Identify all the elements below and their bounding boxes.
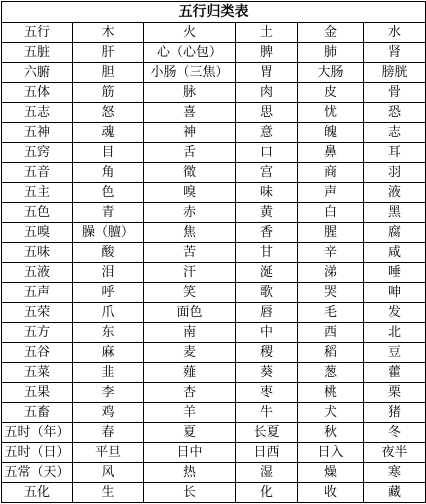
table-cell: 赤 — [144, 203, 236, 223]
table-cell: 长夏 — [236, 423, 298, 443]
row-header-cell: 五化 — [2, 483, 73, 503]
table-cell: 膀胱 — [364, 63, 426, 83]
table-cell: 收 — [298, 483, 364, 503]
table-cell: 热 — [144, 463, 236, 483]
table-cell: 黑 — [364, 203, 426, 223]
table-cell: 脾 — [236, 43, 298, 63]
table-cell: 毛 — [298, 303, 364, 323]
table-cell: 秋 — [298, 423, 364, 443]
table-cell: 色 — [73, 183, 144, 203]
table-cell: 春 — [73, 423, 144, 443]
row-header-cell: 五时（年） — [2, 423, 73, 443]
table-cell: 魄 — [298, 123, 364, 143]
table-cell: 大肠 — [298, 63, 364, 83]
table-cell: 呻 — [364, 283, 426, 303]
table-cell: 耳 — [364, 143, 426, 163]
table-cell: 夏 — [144, 423, 236, 443]
five-elements-table — [1, 1, 426, 503]
table-cell: 藿 — [364, 363, 426, 383]
table-cell: 唾 — [364, 263, 426, 283]
table-cell: 白 — [298, 203, 364, 223]
table-cell: 志 — [364, 123, 426, 143]
table-cell: 忧 — [298, 103, 364, 123]
table-row — [2, 143, 426, 163]
table-cell: 土 — [236, 23, 298, 43]
table-cell: 酸 — [73, 243, 144, 263]
row-header-cell: 五行 — [2, 23, 73, 43]
table-cell: 寒 — [364, 463, 426, 483]
table-cell: 嗅 — [144, 183, 236, 203]
table-row — [2, 443, 426, 463]
table-cell: 化 — [236, 483, 298, 503]
table-cell: 筋 — [73, 83, 144, 103]
table-cell: 犬 — [298, 403, 364, 423]
table-cell: 笑 — [144, 283, 236, 303]
table-cell: 北 — [364, 323, 426, 343]
row-header-cell: 五主 — [2, 183, 73, 203]
table-cell: 青 — [73, 203, 144, 223]
table-cell: 魂 — [73, 123, 144, 143]
table-cell: 泪 — [73, 263, 144, 283]
table-cell: 麻 — [73, 343, 144, 363]
table-cell: 涕 — [298, 263, 364, 283]
table-cell: 哭 — [298, 283, 364, 303]
table-cell: 歌 — [236, 283, 298, 303]
table-cell: 牛 — [236, 403, 298, 423]
row-header-cell: 五液 — [2, 263, 73, 283]
table-cell: 稷 — [236, 343, 298, 363]
table-row — [2, 183, 426, 203]
table-cell: 甘 — [236, 243, 298, 263]
table-cell: 中 — [236, 323, 298, 343]
table-cell: 薤 — [144, 363, 236, 383]
row-header-cell: 五窍 — [2, 143, 73, 163]
table-cell: 葵 — [236, 363, 298, 383]
table-cell: 燥 — [298, 463, 364, 483]
table-body — [2, 23, 426, 503]
table-cell: 唇 — [236, 303, 298, 323]
table-cell: 冬 — [364, 423, 426, 443]
table-cell: 宫 — [236, 163, 298, 183]
row-header-cell: 五荣 — [2, 303, 73, 323]
table-cell: 胃 — [236, 63, 298, 83]
table-cell: 腥 — [298, 223, 364, 243]
row-header-cell: 六腑 — [2, 63, 73, 83]
table-row — [2, 343, 426, 363]
table-cell: 李 — [73, 383, 144, 403]
table-title-row — [2, 2, 426, 23]
table-row — [2, 483, 426, 503]
table-cell: 脉 — [144, 83, 236, 103]
table-cell: 液 — [364, 183, 426, 203]
table-cell: 恐 — [364, 103, 426, 123]
table-cell: 角 — [73, 163, 144, 183]
row-header-cell: 五谷 — [2, 343, 73, 363]
row-header-cell: 五味 — [2, 243, 73, 263]
table-cell: 辛 — [298, 243, 364, 263]
table-cell: 杏 — [144, 383, 236, 403]
table-row — [2, 303, 426, 323]
table-cell: 呼 — [73, 283, 144, 303]
table-cell: 豆 — [364, 343, 426, 363]
table-cell: 香 — [236, 223, 298, 243]
table-row — [2, 243, 426, 263]
table-cell: 猪 — [364, 403, 426, 423]
table-row — [2, 223, 426, 243]
table-cell: 意 — [236, 123, 298, 143]
table-title: 五行归类表 — [2, 2, 426, 23]
row-header-cell: 五音 — [2, 163, 73, 183]
table-cell: 臊（膻） — [73, 223, 144, 243]
table-row — [2, 43, 426, 63]
table-cell: 葱 — [298, 363, 364, 383]
table-cell: 湿 — [236, 463, 298, 483]
table-cell: 水 — [364, 23, 426, 43]
row-header-cell: 五常（天） — [2, 463, 73, 483]
table-cell: 爪 — [73, 303, 144, 323]
table-row — [2, 403, 426, 423]
table-row — [2, 423, 426, 443]
row-header-cell: 五菜 — [2, 363, 73, 383]
table-row — [2, 63, 426, 83]
table-cell: 南 — [144, 323, 236, 343]
table-cell: 栗 — [364, 383, 426, 403]
table-cell: 舌 — [144, 143, 236, 163]
table-row — [2, 383, 426, 403]
table-cell: 日入 — [298, 443, 364, 463]
table-cell: 商 — [298, 163, 364, 183]
row-header-cell: 五脏 — [2, 43, 73, 63]
row-header-cell: 五志 — [2, 103, 73, 123]
table-cell: 腐 — [364, 223, 426, 243]
table-cell: 韭 — [73, 363, 144, 383]
table-cell: 鸡 — [73, 403, 144, 423]
table-cell: 金 — [298, 23, 364, 43]
table-cell: 肺 — [298, 43, 364, 63]
table-cell: 喜 — [144, 103, 236, 123]
table-cell: 声 — [298, 183, 364, 203]
table-cell: 麦 — [144, 343, 236, 363]
row-header-cell: 五神 — [2, 123, 73, 143]
row-header-cell: 五声 — [2, 283, 73, 303]
table-cell: 涎 — [236, 263, 298, 283]
table-row — [2, 123, 426, 143]
table-cell: 枣 — [236, 383, 298, 403]
table-row — [2, 363, 426, 383]
table-cell: 肾 — [364, 43, 426, 63]
table-cell: 怒 — [73, 103, 144, 123]
table-cell: 目 — [73, 143, 144, 163]
table-cell: 风 — [73, 463, 144, 483]
table-cell: 口 — [236, 143, 298, 163]
table-cell: 黄 — [236, 203, 298, 223]
table-cell: 长 — [144, 483, 236, 503]
table-row — [2, 163, 426, 183]
table-cell: 羊 — [144, 403, 236, 423]
table-cell: 藏 — [364, 483, 426, 503]
table-cell: 日西 — [236, 443, 298, 463]
row-header-cell: 五嗅 — [2, 223, 73, 243]
table-cell: 胆 — [73, 63, 144, 83]
table-cell: 焦 — [144, 223, 236, 243]
table-cell: 木 — [73, 23, 144, 43]
row-header-cell: 五体 — [2, 83, 73, 103]
table-cell: 发 — [364, 303, 426, 323]
table-row — [2, 323, 426, 343]
table-cell: 神 — [144, 123, 236, 143]
table-cell: 鼻 — [298, 143, 364, 163]
table-row — [2, 203, 426, 223]
table-row — [2, 263, 426, 283]
row-header-cell: 五色 — [2, 203, 73, 223]
table-cell: 面色 — [144, 303, 236, 323]
table-cell: 咸 — [364, 243, 426, 263]
table-cell: 火 — [144, 23, 236, 43]
table-cell: 羽 — [364, 163, 426, 183]
table-cell: 东 — [73, 323, 144, 343]
row-header-cell: 五方 — [2, 323, 73, 343]
table-cell: 苦 — [144, 243, 236, 263]
table-cell: 西 — [298, 323, 364, 343]
row-header-cell: 五时（日） — [2, 443, 73, 463]
table-cell: 日中 — [144, 443, 236, 463]
table-cell: 肉 — [236, 83, 298, 103]
table-cell: 心（心包） — [144, 43, 236, 63]
table-cell: 小肠（三焦） — [144, 63, 236, 83]
table-row — [2, 83, 426, 103]
table-cell: 汗 — [144, 263, 236, 283]
table-row — [2, 23, 426, 43]
table-cell: 味 — [236, 183, 298, 203]
table-cell: 皮 — [298, 83, 364, 103]
row-header-cell: 五畜 — [2, 403, 73, 423]
table-row — [2, 103, 426, 123]
table-cell: 生 — [73, 483, 144, 503]
row-header-cell: 五果 — [2, 383, 73, 403]
table-cell: 思 — [236, 103, 298, 123]
table-row — [2, 463, 426, 483]
table-cell: 骨 — [364, 83, 426, 103]
table-cell: 平旦 — [73, 443, 144, 463]
table-cell: 肝 — [73, 43, 144, 63]
table-row — [2, 283, 426, 303]
table-cell: 夜半 — [364, 443, 426, 463]
table-cell: 桃 — [298, 383, 364, 403]
table-cell: 稻 — [298, 343, 364, 363]
table-cell: 徵 — [144, 163, 236, 183]
